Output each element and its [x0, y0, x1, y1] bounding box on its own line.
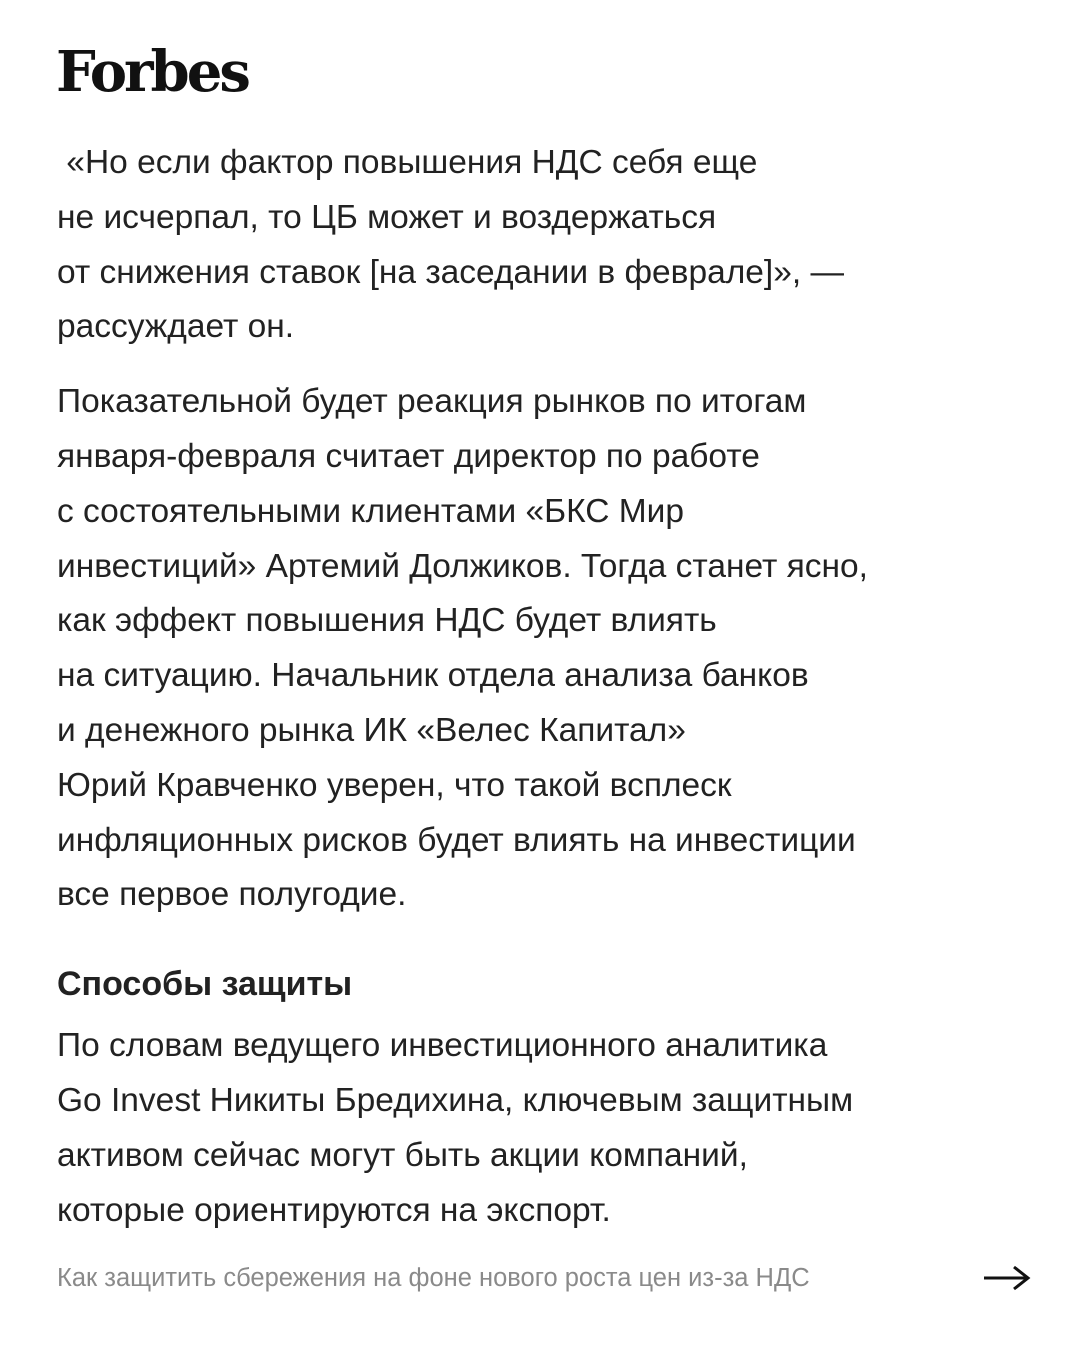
forbes-logo: Forbes: [56, 39, 248, 105]
body-paragraph: [57, 1019, 1047, 1238]
text-line: рассуждает он.: [57, 308, 295, 346]
text-line: активом сейчас могут быть акции компаний,: [57, 1136, 748, 1174]
text-line: Go Invest Никиты Бредихина, ключевым защитным: [57, 1081, 854, 1119]
text-line: как эффект повышения НДС будет влиять: [57, 602, 717, 640]
article-body: [57, 136, 1047, 1258]
related-article-link[interactable]: [57, 1258, 1032, 1298]
text-line: на ситуацию. Начальник отдела анализа банков: [57, 657, 809, 695]
body-paragraph: [57, 375, 1047, 923]
text-line: не исчерпал, то ЦБ может и воздержаться: [57, 198, 717, 236]
related-article-title: Как защитить сбережения на фоне нового роста цен из-за НДС: [57, 1263, 810, 1292]
section-heading: Способы защиты: [57, 965, 353, 1004]
text-line: от снижения ставок [на заседании в феврале]», —: [57, 253, 844, 291]
quote-paragraph: [57, 136, 1047, 355]
text-line: По словам ведущего инвестиционного аналитика: [57, 1027, 828, 1065]
text-line: Юрий Кравченко уверен, что такой всплеск: [57, 766, 732, 804]
text-line: которые ориентируются на экспорт.: [57, 1191, 611, 1229]
arrow-right-icon: [982, 1263, 1032, 1293]
text-line: с состоятельными клиентами «БКС Мир: [57, 492, 684, 530]
text-line: инвестиций» Артемий Должиков. Тогда станет ясно,: [57, 547, 868, 585]
text-line: и денежного рынка ИК «Велес Капитал»: [57, 711, 686, 749]
text-line: инфляционных рисков будет влиять на инвестиции: [57, 821, 856, 859]
text-line: января-февраля считает директор по работе: [57, 437, 760, 475]
text-line: «Но если фактор повышения НДС себя еще: [57, 144, 758, 181]
text-line: все первое полугодие.: [57, 876, 407, 914]
text-line: Показательной будет реакция рынков по итогам: [57, 383, 807, 421]
